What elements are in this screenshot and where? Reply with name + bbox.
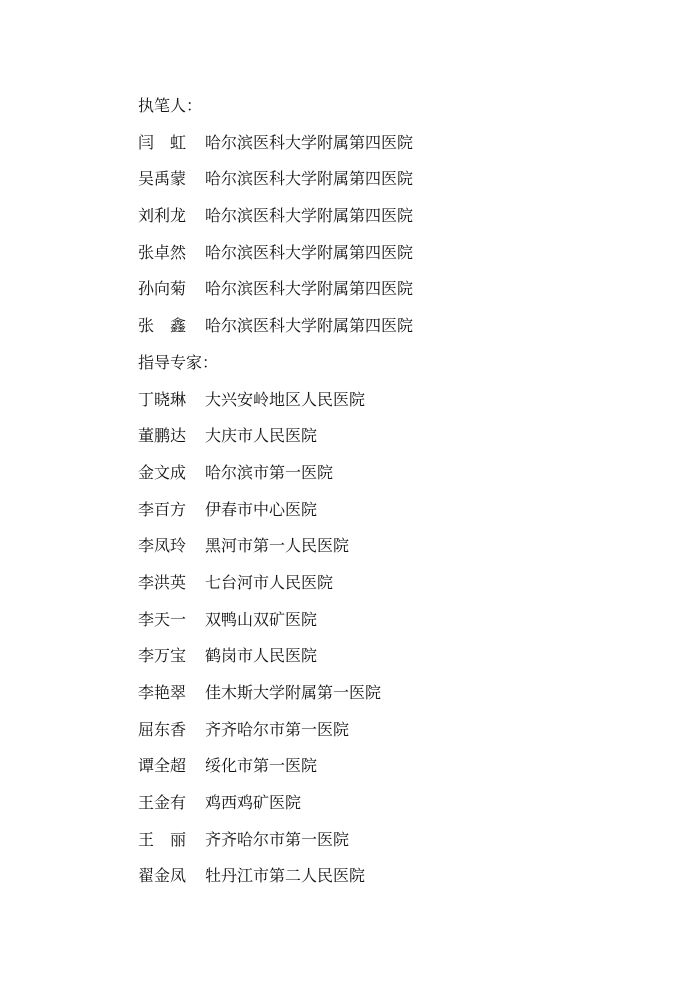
author-name: 吴禹蒙 — [138, 169, 187, 189]
contributor-list — [138, 88, 413, 895]
expert-org: 绥化市第一医院 — [205, 756, 318, 776]
expert-org: 鹤岗市人民医院 — [205, 646, 318, 666]
expert-row — [138, 418, 413, 455]
expert-row — [138, 602, 413, 639]
author-org: 哈尔滨医科大学附属第四医院 — [205, 279, 414, 299]
expert-name: 李天一 — [138, 609, 187, 629]
author-row — [138, 308, 413, 345]
expert-row — [138, 638, 413, 675]
author-name: 张卓然 — [138, 242, 187, 262]
expert-name: 翟金凤 — [138, 866, 187, 886]
author-org: 哈尔滨医科大学附属第四医院 — [205, 206, 414, 226]
author-org: 哈尔滨医科大学附属第四医院 — [205, 242, 414, 262]
expert-name: 谭全超 — [138, 756, 187, 776]
author-row — [138, 235, 413, 272]
expert-name: 屈东香 — [138, 719, 187, 739]
expert-org: 牡丹江市第二人民医院 — [205, 866, 366, 886]
expert-org: 大兴安岭地区人民医院 — [205, 389, 366, 409]
expert-org: 大庆市人民医院 — [205, 426, 318, 446]
expert-org: 佳木斯大学附属第一医院 — [205, 683, 382, 702]
expert-name: 李凤玲 — [138, 536, 187, 556]
expert-row — [138, 748, 413, 785]
expert-org: 鸡西鸡矿医院 — [205, 793, 302, 813]
expert-name: 金文成 — [138, 462, 187, 482]
expert-row — [138, 858, 413, 895]
expert-row — [138, 455, 413, 492]
expert-row — [138, 565, 413, 602]
expert-row — [138, 675, 413, 712]
expert-org: 双鸭山双矿医院 — [205, 609, 318, 629]
expert-row — [138, 822, 413, 859]
author-name: 刘利龙 — [138, 206, 187, 226]
expert-org: 哈尔滨市第一医院 — [205, 462, 334, 482]
expert-org: 黑河市第一人民医院 — [205, 536, 350, 556]
author-row — [138, 198, 413, 235]
author-name: 孙向菊 — [138, 279, 187, 299]
authors-heading: 执笔人： — [138, 96, 203, 115]
expert-name: 李百方 — [138, 499, 187, 519]
author-name: 闫 虹 — [138, 132, 187, 152]
expert-name: 李万宝 — [138, 646, 187, 666]
expert-org: 齐齐哈尔市第一医院 — [205, 719, 350, 739]
author-org: 哈尔滨医科大学附属第四医院 — [205, 316, 414, 336]
expert-name: 王金有 — [138, 793, 187, 813]
author-org: 哈尔滨医科大学附属第四医院 — [205, 132, 414, 152]
experts-heading: 指导专家： — [138, 352, 219, 372]
expert-name: 董鹏达 — [138, 426, 187, 446]
expert-org: 伊春市中心医院 — [205, 499, 318, 519]
expert-row — [138, 712, 413, 749]
expert-row — [138, 492, 413, 529]
author-org: 哈尔滨医科大学附属第四医院 — [205, 169, 414, 189]
expert-name: 丁晓琳 — [138, 389, 187, 409]
expert-org: 齐齐哈尔市第一医院 — [205, 829, 350, 849]
author-row — [138, 271, 413, 308]
expert-row — [138, 382, 413, 419]
expert-name: 李艳翠 — [138, 683, 187, 702]
expert-name: 王 丽 — [138, 829, 187, 849]
expert-org: 七台河市人民医院 — [205, 572, 334, 592]
expert-row — [138, 528, 413, 565]
expert-row — [138, 785, 413, 822]
expert-name: 李洪英 — [138, 572, 187, 592]
author-row — [138, 161, 413, 198]
author-row — [138, 125, 413, 162]
author-name: 张 鑫 — [138, 316, 187, 336]
